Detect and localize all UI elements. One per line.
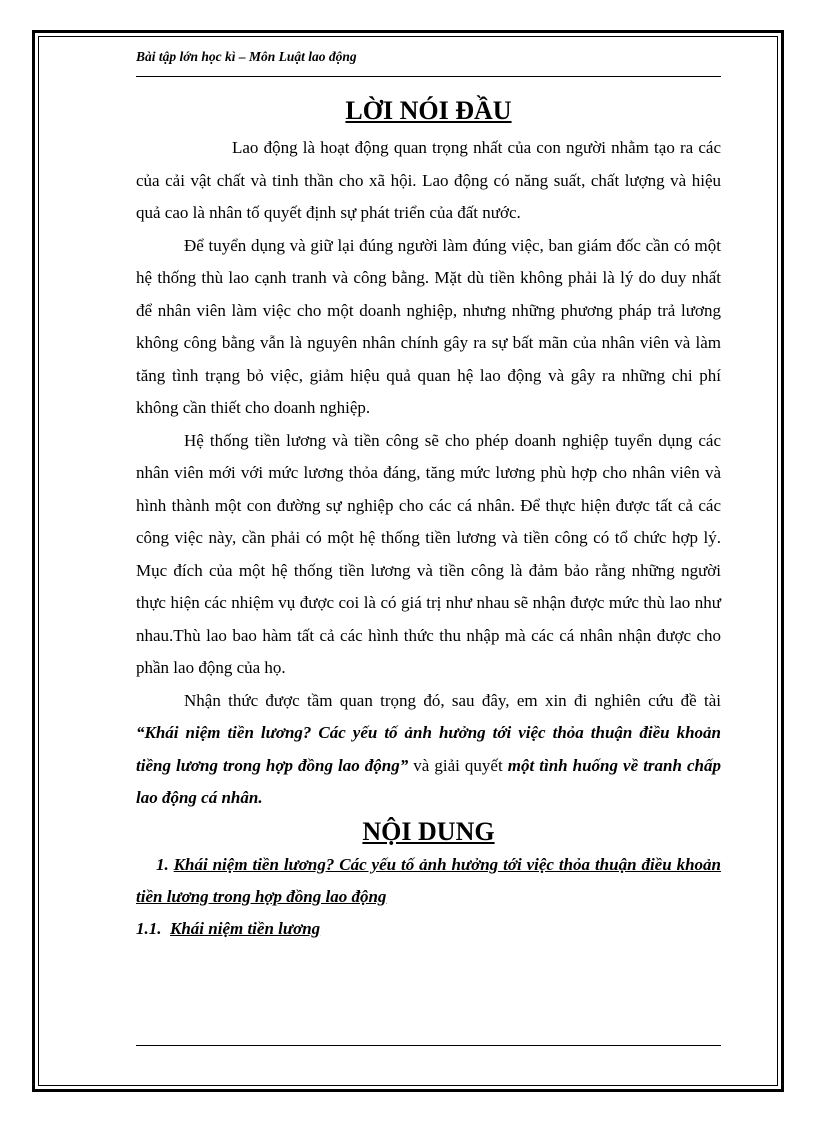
- final-lead-text: Nhận thức được tầm quan trọng đó, sau đây, em xin đi nghiên cứu đề tài: [184, 690, 721, 710]
- document-body: [136, 94, 721, 945]
- section-1-heading: [136, 849, 721, 913]
- running-header: Bài tập lớn học kì – Môn Luật lao động: [136, 49, 357, 64]
- footer-rule: [136, 1045, 721, 1046]
- intro-paragraph: Để tuyển dụng và giữ lại đúng người làm đúng việc, ban giám đốc cần có một hệ thống thù lao cạnh tranh và công bằng. Mặt dù tiền không phải là lý do duy nhất để nhân viên làm việc cho một doanh nghiệp, nhưng những phương pháp trả lương không công bằng vẫn là nguyên nhân chính gây ra sự bất mãn của nhân viên và làm tăng tình trạng bỏ việc, giảm hiệu quả quan hệ lao động và gây ra những chi phí không cần thiết cho doanh nghiệp.: [136, 235, 721, 417]
- intro-final-paragraph: [136, 685, 721, 815]
- section-1-1-number: 1.1.: [136, 918, 162, 938]
- case-text: một tình huống về tranh chấp lao động cá nhân.: [136, 755, 721, 807]
- final-middle-text: và giải quyết: [408, 755, 508, 775]
- section-1-number: 1.: [156, 854, 169, 874]
- body-title: NỘI DUNG: [362, 816, 495, 846]
- section-1-1-heading: [136, 913, 721, 945]
- topic-title: “Khái niệm tiền lương? Các yếu tố ảnh hưởng tới việc thỏa thuận điều khoản tiềng lương trong hợp đồng lao động”: [136, 723, 721, 775]
- intro-paragraph: Hệ thống tiền lương và tiền công sẽ cho phép doanh nghiệp tuyển dụng các nhân viên mới với mức lương thỏa đáng, tăng mức lương phù hợp cho nhân viên và hình thành một con đường sự nghiệp cho các cá nhân. Để thực hiện được tất cả các công việc này, cần phải có một hệ thống tiền lương và tiền công có tổ chức hợp lý. Mục đích của một hệ thống tiền lương và tiền công là đảm bảo rằng những người thực hiện các nhiệm vụ được coi là có giá trị như nhau sẽ nhận được mức thù lao như nhau.Thù lao bao hàm tất cả các hình thức thu nhập mà các cá nhân nhận được cho phần lao động của họ.: [136, 430, 721, 677]
- section-1-title: Khái niệm tiền lương? Các yếu tố ảnh hưởng tới việc thỏa thuận điều khoản tiền lương trong hợp đồng lao động: [136, 854, 722, 906]
- header-rule: [136, 76, 721, 77]
- section-1-1-title: Khái niệm tiền lương: [170, 918, 321, 938]
- intro-paragraph: Lao động là hoạt động quan trọng nhất của con người nhằm tạo ra các của cải vật chất và tinh thần cho xã hội. Lao động có năng suất, chất lượng và hiệu quả cao là nhân tố quyết định sự phát triển của đất nước.: [136, 138, 721, 222]
- intro-title: LỜI NÓI ĐẦU: [345, 96, 512, 125]
